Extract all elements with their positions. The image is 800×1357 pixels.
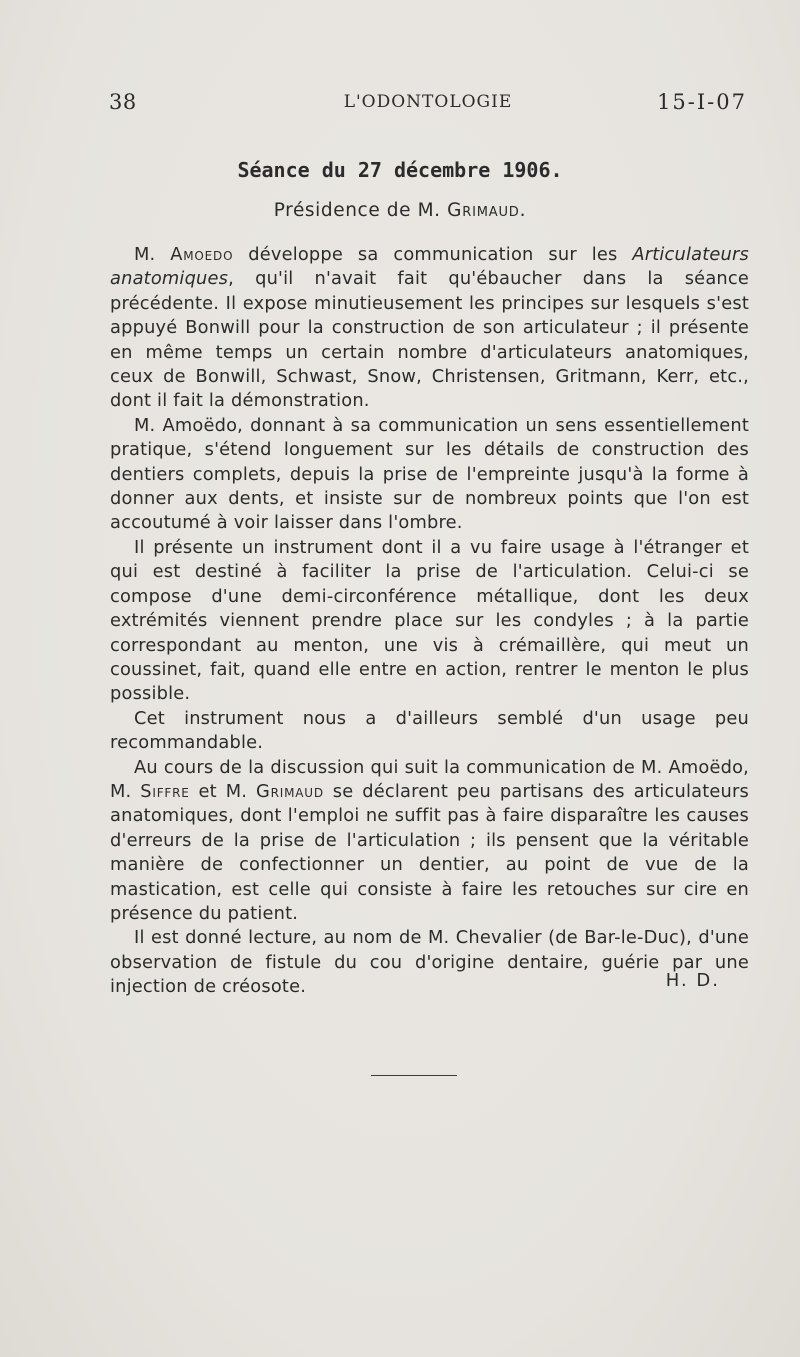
author-signature: H. D. <box>665 970 720 991</box>
page-number: 38 <box>109 90 137 114</box>
paragraph-1 <box>110 243 749 414</box>
p1-speaker-name: Amoedo <box>170 244 234 265</box>
paragraph-5 <box>110 756 749 927</box>
p1-text-b: , qu'il n'avait fait qu'ébaucher dans la séance précédente. Il expose minutieusement les principes sur lesquels s'est appuyé Bonwill pour la construction de son articulateur ; il présente en même temps un certain nombre d'articulateurs anatomiques, ceux de Bonwill, Schwast, Snow, Christensen, Gritmann, Kerr, etc., dont il fait la démonstration. <box>110 268 749 412</box>
p1-title: M. <box>134 244 156 265</box>
session-title: Séance du 27 décembre 1906. <box>237 158 563 182</box>
session-presidency <box>0 200 800 221</box>
report-body <box>110 243 749 1000</box>
issue-date: 15-I-07 <box>657 90 747 114</box>
presidency-prefix: Présidence de M. <box>273 200 441 221</box>
president-name: Grimaud. <box>447 200 527 221</box>
section-divider <box>371 1075 457 1076</box>
p5-name-1: Siffre <box>140 780 190 802</box>
p1-italic-topic: Articulateurs anatomiques <box>110 244 749 290</box>
p5-text-c: se déclarent peu partisans des articulateurs anatomiques, dont l'emploi ne suffit pas à faire disparaître les causes d'erreurs de la prise de l'articulation ; ils pensent que la véritable manière de confectionner un dentier, au point de vue de la mastication, est celle qui consiste à faire les retouches sur cire en présence du patient. <box>110 780 749 924</box>
paragraph-3: Il présente un instrument dont il a vu faire usage à l'étranger et qui est destiné à faciliter la prise de l'articulation. Celui-ci se compose d'une demi-circonférence métallique, dont les deux extrémités viennent prendre place sur les condyles ; à la partie correspondant au menton, une vis à crémaillère, qui meut un coussinet, fait, quand elle entre en action, rentrer le menton le plus possible. <box>110 536 749 705</box>
p1-text-a: développe sa communication sur les <box>248 244 618 265</box>
p5-name-2: Grimaud <box>256 780 324 802</box>
p5-text-b: et M. <box>198 780 248 802</box>
running-header <box>109 90 747 120</box>
paragraph-6: Il est donné lecture, au nom de M. Chevalier (de Bar-le-Duc), d'une observation de fistule du cou d'origine dentaire, guérie par une injection de créosote. <box>110 927 749 998</box>
paragraph-2: M. Amoëdo, donnant à sa communication un sens essentiellement pratique, s'étend longuement sur les détails de construction des dentiers complets, depuis la prise de l'empreinte jusqu'à la forme à donner aux dents, et insiste sur de nombreux points que l'on est accoutumé à voir laisser dans l'ombre. <box>110 414 749 534</box>
journal-title: L'ODONTOLOGIE <box>343 92 513 112</box>
paragraph-4: Cet instrument nous a d'ailleurs semblé d'un usage peu recommandable. <box>110 707 749 754</box>
p5-text-a: Au cours de la discussion qui suit la communication de M. Amoëdo, M. <box>110 756 749 802</box>
